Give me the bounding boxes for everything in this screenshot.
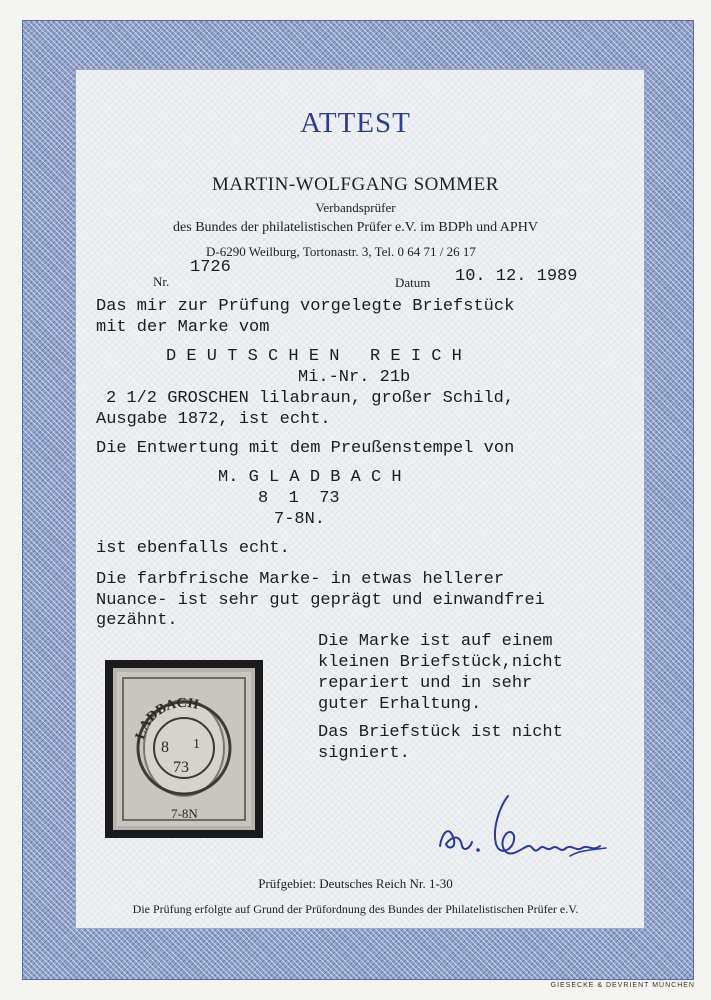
- note-line-4: guter Erhaltung.: [318, 695, 482, 714]
- country-name: D E U T S C H E N R E I C H: [166, 347, 462, 366]
- note-line-6: signiert.: [318, 744, 410, 763]
- note-line-2: kleinen Briefstück,nicht: [318, 653, 563, 672]
- postmark-year: 73: [173, 759, 189, 776]
- quality-line-2: Nuance- ist sehr gut geprägt und einwandfrei: [96, 591, 545, 610]
- examiner-association: des Bundes der philatelistischen Prüfer e.V. im BDPh und APHV: [173, 220, 538, 235]
- certificate-title: ATTEST: [300, 107, 411, 139]
- examiner-signature: [430, 788, 620, 868]
- nr-label: Nr.: [153, 274, 170, 289]
- body-line-1: Das mir zur Prüfung vorgelegte Briefstück: [96, 297, 515, 316]
- note-line-5: Das Briefstück ist nicht: [318, 723, 563, 742]
- cancel-date: 8 1 73: [258, 489, 340, 508]
- examination-statement: Die Prüfung erfolgte auf Grund der Prüfordnung des Bundes der Philatelistischen Prüfer e.V.: [132, 902, 579, 916]
- postmark-month: 1: [193, 737, 200, 752]
- quality-line-1: Die farbfrische Marke- in etwas hellerer: [96, 570, 505, 589]
- postmark-time: 7-8N: [171, 806, 198, 821]
- postmark-day: 8: [161, 739, 169, 756]
- examiner-role: Verbandsprüfer: [315, 200, 396, 215]
- examiner-name: MARTIN-WOLFGANG SOMMER: [212, 174, 499, 195]
- cancel-time: 7-8N.: [274, 510, 326, 529]
- certificate-date: 10. 12. 1989: [455, 267, 578, 286]
- quality-line-3: gezähnt.: [96, 611, 178, 630]
- certificate-number: 1726: [190, 258, 231, 277]
- printer-imprint: GIESECKE & DEVRIENT MÜNCHEN: [550, 982, 695, 989]
- body-line-2: mit der Marke vom: [96, 318, 270, 337]
- note-line-1: Die Marke ist auf einem: [318, 632, 553, 651]
- examination-scope: Prüfgebiet: Deutsches Reich Nr. 1-30: [258, 876, 453, 891]
- cancel-intro: Die Entwertung mit dem Preußenstempel von: [96, 439, 515, 458]
- note-line-3: repariert und in sehr: [318, 674, 533, 693]
- stamp-photo: [113, 668, 255, 830]
- catalog-number: Mi.-Nr. 21b: [298, 368, 411, 387]
- examiner-address: D-6290 Weilburg, Tortonastr. 3, Tel. 0 64 71 / 26 17: [206, 244, 476, 259]
- postmark-town: LADBACH: [133, 695, 200, 742]
- cancel-place: M. G L A D B A C H: [218, 468, 402, 487]
- stamp-description-1: 2 1/2 GROSCHEN lilabraun, großer Schild,: [106, 389, 515, 408]
- also-genuine: ist ebenfalls echt.: [96, 539, 290, 558]
- date-label: Datum: [395, 275, 431, 290]
- stamp-description-2: Ausgabe 1872, ist echt.: [96, 410, 331, 429]
